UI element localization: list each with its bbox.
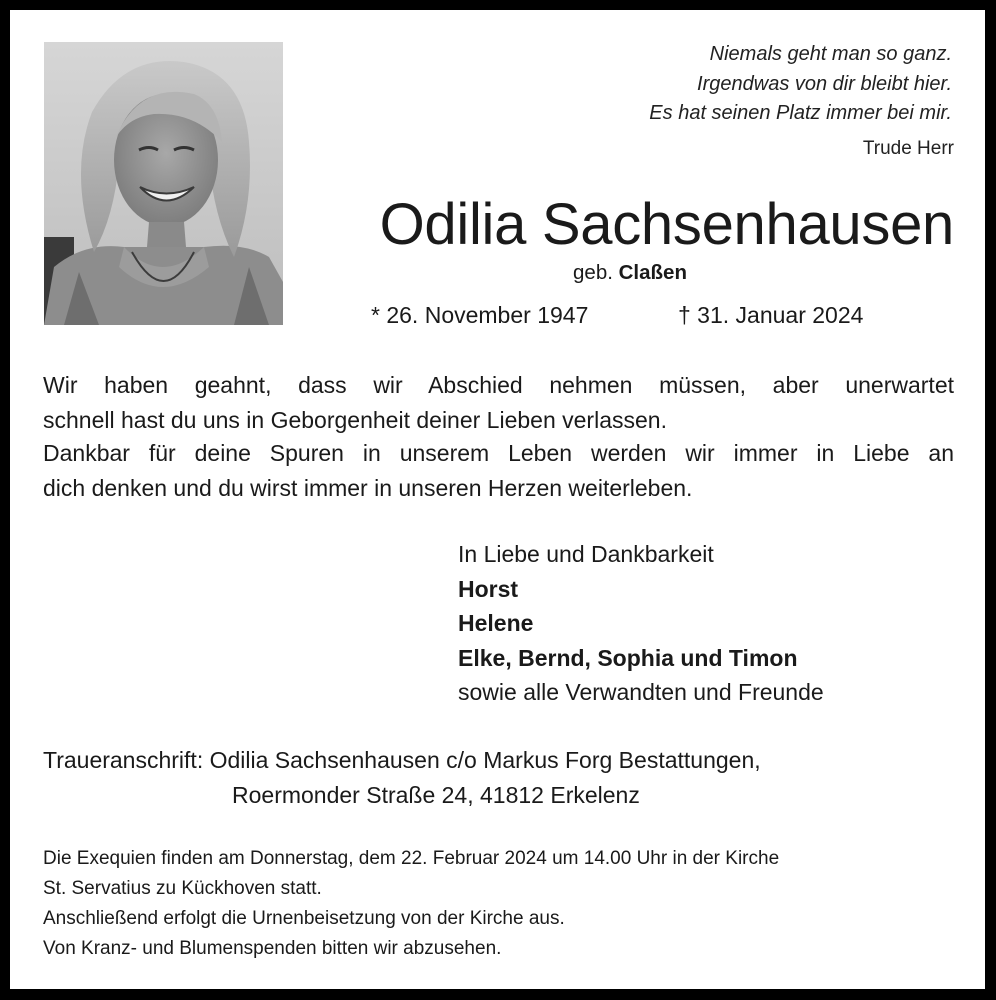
quote-line: Es hat seinen Platz immer bei mir. [649, 102, 952, 124]
address-line-1: Odilia Sachsenhausen c/o Markus Forg Bestattungen, [209, 747, 761, 773]
message-line: dich denken und du wirst immer in unseren Herzen weiterleben. [43, 474, 693, 501]
message-line: Wir haben geahnt, dass wir Abschied nehmen müssen, aber unerwartet [43, 372, 954, 398]
signature-name: Elke, Bernd, Sophia und Timon [458, 644, 798, 671]
quote-block [520, 40, 952, 129]
birth-name-prefix: geb. [573, 261, 613, 284]
message-line: Dankbar für deine Spuren in unserem Leben werden wir immer in Liebe an [43, 440, 954, 466]
birth-name [450, 261, 810, 285]
funeral-notice [43, 844, 955, 964]
signature-closing: sowie alle Verwandten und Freunde [458, 679, 824, 705]
address-label: Traueranschrift: [43, 747, 204, 773]
quote-line: Niemals geht man so ganz. [709, 43, 952, 65]
message-paragraph-1 [43, 368, 954, 437]
message-paragraph-2 [43, 436, 954, 505]
notice-line: Anschließend erfolgt die Urnenbeisetzung von der Kirche aus. [43, 908, 565, 929]
signature-name: Horst [458, 575, 519, 602]
birth-date: * 26. November 1947 [371, 302, 589, 328]
message-line: schnell hast du uns in Geborgenheit deiner Lieben verlassen. [43, 406, 667, 433]
birth-surname: Claßen [618, 261, 687, 284]
notice-line: Von Kranz- und Blumenspenden bitten wir abzusehen. [43, 938, 502, 959]
death-date: † 31. Januar 2024 [678, 302, 864, 328]
signature-name: Helene [458, 610, 534, 636]
quote-author: Trude Herr [862, 138, 954, 159]
deceased-name: Odilia Sachsenhausen [379, 192, 954, 257]
signature-intro: In Liebe und Dankbarkeit [458, 541, 714, 567]
notice-line: Die Exequien finden am Donnerstag, dem 22. Februar 2024 um 14.00 Uhr in der Kirche [43, 848, 780, 869]
quote-line: Irgendwas von dir bleibt hier. [697, 72, 952, 95]
notice-line: St. Servatius zu Kückhoven statt. [43, 878, 322, 899]
address-line-2: Roermonder Straße 24, 41812 Erkelenz [232, 781, 640, 808]
mourning-address [43, 743, 761, 812]
signature-block [458, 537, 824, 710]
portrait-photo [44, 42, 283, 325]
